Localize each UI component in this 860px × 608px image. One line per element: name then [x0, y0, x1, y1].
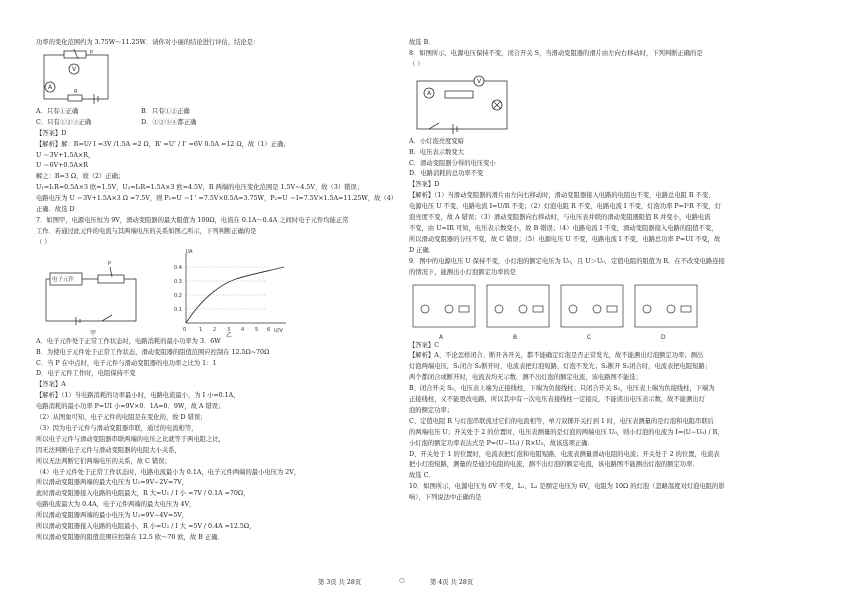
svg-text:A: A	[48, 83, 53, 91]
option-a: A．电子元件处于正常工作状态时，电路消耗的最小功率为 3．6W	[36, 337, 221, 345]
option-c: C．只有①②③正确	[36, 118, 92, 126]
option-b: B．只有①②正确	[141, 107, 190, 115]
analysis-line: 所以滑动变阻器接入电路的电阻最小，R 小=U₂ / I 大 =5V / 0.4A =12.5Ω，	[36, 523, 256, 531]
device-label: 电子元件	[52, 276, 75, 283]
circuit-label-a: A	[439, 333, 444, 341]
analysis-line: B、闭合开关 S₂，电压表上端为正接线柱，下端为负接线柱；只闭合开关 S₁，电压表上端为负接线柱，下端为	[409, 385, 715, 393]
analysis-line: 所以滑动变阻器两端的最小电压为 U₂=9V−4V=5V，	[36, 512, 189, 520]
y-tick: 0.2	[174, 292, 182, 299]
analysis-line: U ＝3V+1.5A×R，	[36, 151, 95, 159]
y-tick: 0.1	[174, 306, 182, 313]
question-8-stem: 8．如图所示，电源电压保持不变，闭合开关 S，当滑动变阻器的滑片由左向右移动时，下列判断正确的是	[409, 49, 703, 57]
svg-text:P: P	[90, 49, 94, 56]
analysis-line: 所以滑动变阻器两端的最大电压为 U₁=9V−2V=7V，	[36, 479, 189, 487]
analysis-line: 因无法判断电子元件与滑动变阻器的电阻大小关系，	[36, 446, 181, 454]
analysis-line: 所以无法判断它们两端电压的关系，故 C 错误；	[36, 457, 171, 465]
analysis-line: 故选 C．	[409, 472, 435, 480]
option-d: D．电路消耗的总功率不变	[409, 170, 484, 178]
option-d: D．①②③④都正确	[141, 118, 197, 126]
option-c: C．当 P 在中点时，电子元件与滑动变阻器的电功率之比为 1：1	[36, 359, 217, 367]
option-d: D．电子元件工作时，电阻保持不变	[36, 370, 136, 378]
question-9-stem: 9．图中的电源电压 U 保持不变，小灯泡的额定电压为 U₀，且 U＞U₀，定值电阻的阻值为 R．在不改变电路连接	[409, 257, 725, 265]
x-tick: 0	[183, 326, 187, 333]
analysis-line: 【解析】解：R=U/ I =3V /1.5A =2 Ω，R’ =U’ / I’ =6V 0.5A =12 Ω，故（1）正确；	[36, 140, 290, 148]
question-9-answer: 【答案】C	[409, 341, 440, 349]
question-7-stem: 7．如图甲，电源电压恒为 9V，滑动变阻器的最大阻值为 100Ω，电流在 0.1A～0.4A 之间时电子元件均能正常	[36, 216, 349, 224]
analysis-line: 【解析】（1）当滑动变阻器的滑片由左向右移动时，滑动变阻器接入电路的电阻也不变，电路总电阻 R 不变，	[409, 192, 715, 200]
text-line: 故选 B．	[409, 39, 435, 46]
page-number-right: 第 4页 共 28页	[430, 579, 474, 586]
option-b: B．为使电子元件处于正常工作状态，滑动变阻器的阻值范围应控制在 12.5Ω~70Ω	[36, 348, 270, 356]
question-7-figure	[36, 249, 336, 337]
left-column	[36, 38, 399, 544]
analysis-line: C、定值电阻 R 与灯泡串联流过它们的电流相等，单刀双掷开关打到 1 时，电压表测量的是灯泡和电阻串联后	[409, 417, 714, 425]
analysis-line: （3）因为电子元件与滑动变阻器串联，通过的电流相等，	[36, 424, 198, 432]
analysis-line: 解之：R=3 Ω，故（2）正确；	[36, 173, 125, 181]
question-6-circuit-figure	[36, 49, 126, 107]
question-7-stem: 工作．若通过此元件的电流与其两端电压的关系如图乙所示，下列判断正确的是	[36, 227, 257, 235]
analysis-line: D 正确．	[409, 246, 435, 254]
analysis-line: 电路电流最大为 0.4A，电子元件两端的最大电压为 4V，	[36, 501, 196, 509]
analysis-line: U ＝6V+0.5A×R	[36, 162, 89, 170]
analysis-line: D、开关处于 1 的位置时，电流表把灯泡和电阻短路，电流表测量滑动电阻的电流；开关处于 2 的位置，电流表	[409, 450, 720, 458]
svg-text:R: R	[74, 88, 78, 95]
question-10-stem: 10．如图所示，电源电压为 6V 不变，L₁、L₂ 是额定电压为 6V，电阻为 10Ω 的灯泡（忽略温度对灯泡电阻的影	[409, 483, 725, 491]
analysis-line: 灯泡两端电压，S₁闭合 S₂断开时，电流表把灯泡短路，灯泡不发光；S₂断开 S₁闭合时，电流表把电阻短路；	[409, 363, 712, 371]
option-b: B．电压表示数变大	[409, 148, 465, 156]
analysis-line: 电路电压为 U ＝3V+1.5A×3 Ω =7.5V，则 P₁=U ＝I ’ =7.5V×0.5A=3.75W，P₂=U ＝I=7.5V×1.5A=11.25W，故（4）	[36, 195, 398, 203]
x-tick: 1	[199, 326, 203, 333]
circuit-label-b: B	[513, 333, 518, 341]
question-6-intro: 功率的变化范围约为 3.75W～11.25W．请你对小丽的结论进行评估，结论是：	[36, 39, 260, 46]
y-tick: 0.4	[174, 264, 182, 271]
analysis-line: 所以电子元件与滑动变阻器串联两端的电压之比就等于两电阻之比，	[36, 435, 225, 443]
svg-text:V: V	[72, 65, 77, 73]
graph-ylabel: I/A	[186, 248, 193, 255]
page-number-left: 第 3页 共 28页	[318, 579, 362, 586]
analysis-line: 此时滑动变阻器接入电路的电阻最大，R 大=U₁ / I 小 =7V / 0.1A =70Ω，	[36, 490, 250, 498]
question-7-stem: （ ）	[36, 238, 51, 246]
question-8-circuit-figure	[409, 71, 529, 137]
circuit-label-c: C	[587, 333, 592, 341]
analysis-line: 【解析】A、不论怎样闭合、断开各开关，都不能确定灯泡是否正常发光，故不能测出灯泡额定功率；测出	[409, 352, 704, 360]
x-tick: 4	[241, 326, 245, 333]
analysis-line: 电源电压 U 不变，电路电流 I=U/R 不变；（2）灯泡电阻 R 不变，电路电流 I 不变，灯泡功率 P=I²R 不变，灯	[409, 203, 721, 211]
analysis-line: 所以滑动变阻器的分压不变，故 C 错误；（5）电源电压 U 不变，电路电流 I 不变，电路总功率 P=UI 不变，故	[409, 235, 721, 243]
analysis-line: （4）电子元件处于正常工作状态时，电路电流最小为 0.1A，电子元件两端的最小电压为 2V，	[36, 468, 301, 476]
right-column	[409, 38, 829, 504]
svg-text:V: V	[477, 77, 482, 85]
analysis-line: U₁=I₁R=0.5A×3 欧=1.5V，U₂=I₂R=1.5A×3 欧=4.5V，R 两端的电压变化范围是 1.5V~4.5V，故（3）错误；	[36, 184, 364, 192]
svg-text:A: A	[427, 89, 432, 97]
question-9-stem: 的情况下，能测出小灯泡额定功率的是	[409, 268, 517, 276]
question-8-stem: （ ）	[409, 60, 424, 68]
analysis-line: 所以滑动变阻器的阻值范围应控制在 12.5 欧～70 欧，故 B 正确．	[36, 534, 224, 541]
analysis-line: 【解析】（1）当电路消耗的功率最小时，电路电流最小，为 I 小=0.1A，	[36, 392, 240, 400]
page-separator: ○	[399, 577, 405, 584]
question-10-stem: 响），下列说法中正确的是	[409, 494, 482, 502]
analysis-line: 正确．故选 D	[36, 206, 75, 214]
question-9-circuits-figure	[409, 279, 709, 341]
question-6-options-row-1	[36, 107, 399, 118]
svg-text:P: P	[108, 260, 112, 267]
x-tick: 2	[213, 326, 217, 333]
figure-caption-right: 乙	[226, 331, 233, 337]
x-tick: 6	[267, 326, 271, 333]
figure-caption-left: 甲	[90, 329, 97, 337]
option-c: C．滑动变阻器分得的电压变小	[409, 159, 496, 167]
analysis-line: 泡亮度不变，故 A 错误；（3）滑动变阻器向右移动时，与电压表并联的滑动变阻器阻值 R 并变小，电路电流	[409, 214, 711, 222]
analysis-line: 电路消耗的最小功率 P=UI 小=9V×0．1A=0．9W，故 A 错误；	[36, 403, 225, 411]
option-a: A．只有①正确	[36, 107, 79, 115]
analysis-line: 不变，由 U=IR 可知，电压表示数变小，故 B 错误；（4）电路电流 I 不变，滑动变阻器接入电路的阻值不变，	[409, 224, 718, 232]
analysis-line: （2）从图象可知，电子元件的电阻是在变化的，故 D 错误；	[36, 414, 207, 422]
analysis-line: 两个都闭合或断开时，电流表均无示数．测不出灯泡的额定电流，该电路图不能选；	[409, 374, 642, 382]
question-7-answer: 【答案】A	[36, 381, 66, 389]
question-6-options-row-2	[36, 118, 399, 129]
graph-xlabel: U/V	[274, 327, 283, 334]
question-8-answer: 【答案】D	[409, 181, 440, 189]
question-6-answer: 【答案】D	[36, 129, 67, 137]
x-tick: 5	[255, 326, 259, 333]
analysis-line: 的两端电压 U；开关处于 2 的位置时，电压表测量的是灯泡的两端电压 U₀，则小灯泡的电流为 I=(U−U₀) / R，	[409, 428, 724, 436]
analysis-line: 把小灯泡短路，测量的是通过电阻的电流，测不出灯泡的额定电流，该电路图不能测出灯泡的额定功率．	[409, 461, 699, 469]
analysis-line: 泡的额定功率；	[409, 406, 454, 414]
x-tick: 3	[227, 326, 231, 333]
circuit-label-d: D	[661, 333, 666, 341]
analysis-line: 正接线柱，又不能更改电路，所以其中有一次电压表接线柱一定接反，不能读出电压表示数，故不能测出灯	[409, 396, 705, 404]
option-a: A．小灯泡亮度变暗	[409, 137, 464, 145]
analysis-line: 小灯泡的额定功率表达式是 P=(U−U₀) / R×U₀，故该选项正确．	[409, 439, 594, 447]
y-tick: 0.3	[174, 278, 182, 285]
